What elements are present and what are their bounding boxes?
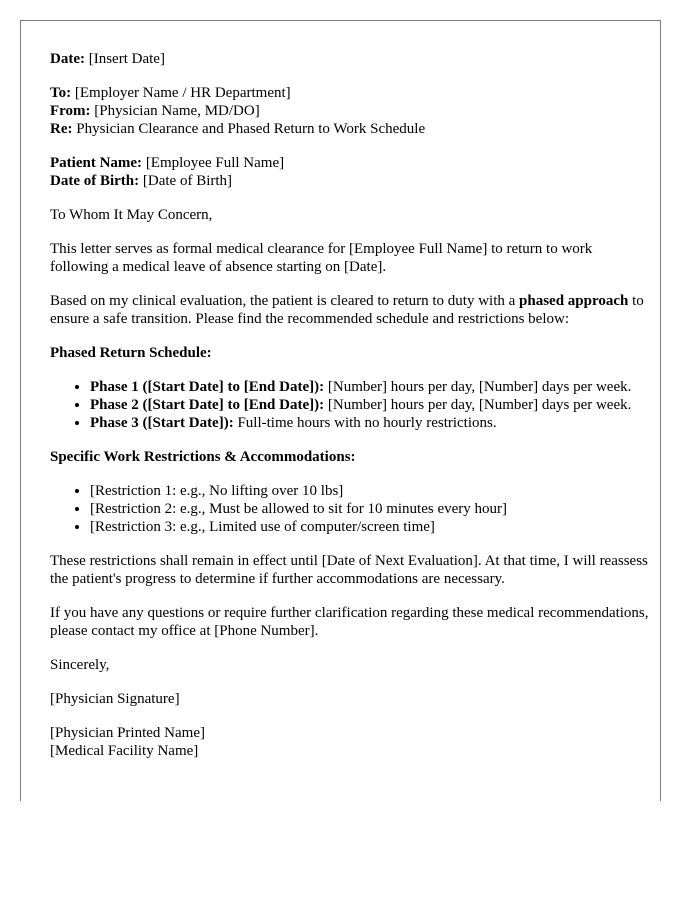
schedule-item-text: Full-time hours with no hourly restrictions. bbox=[233, 415, 497, 431]
patient-block bbox=[50, 154, 650, 190]
restriction-item: • [Restriction 1: e.g., No lifting over 10 lbs] bbox=[90, 482, 650, 500]
signoff: Sincerely, bbox=[50, 657, 110, 673]
dob-line bbox=[50, 172, 650, 190]
schedule-item-text: [Number] hours per day, [Number] days per week. bbox=[324, 397, 632, 413]
facility-name: [Medical Facility Name] bbox=[50, 743, 199, 759]
to-value: [Employer Name / HR Department] bbox=[74, 85, 291, 101]
date-line bbox=[50, 50, 650, 68]
address-block bbox=[50, 84, 650, 138]
contact-paragraph: If you have any questions or require further clarification regarding these medical recommendations, please contact my office at [Phone Number]. bbox=[50, 605, 649, 639]
schedule-item-label: Phase 3 ([Start Date]): bbox=[90, 415, 234, 431]
signature-block bbox=[50, 724, 650, 760]
printed-name: [Physician Printed Name] bbox=[50, 725, 205, 741]
restriction-item: • [Restriction 3: e.g., Limited use of computer/screen time] bbox=[90, 518, 650, 536]
dob-value: [Date of Birth] bbox=[142, 173, 233, 189]
from-label: From: bbox=[50, 103, 91, 119]
patient-name-value: [Employee Full Name] bbox=[145, 155, 285, 171]
date-label: Date: bbox=[50, 51, 85, 67]
patient-name-label: Patient Name: bbox=[50, 155, 143, 171]
schedule-item bbox=[90, 396, 650, 414]
restrictions-list bbox=[50, 482, 650, 536]
date-block bbox=[50, 50, 650, 68]
letter-content bbox=[50, 50, 650, 776]
dob-label: Date of Birth: bbox=[50, 173, 140, 189]
letter-page bbox=[20, 20, 661, 801]
schedule-list bbox=[50, 378, 650, 432]
evaluation-text-start: Based on my clinical evaluation, the patient is cleared to return to duty with a bbox=[50, 293, 520, 309]
schedule-item-text: [Number] hours per day, [Number] days per week. bbox=[324, 379, 632, 395]
schedule-item bbox=[90, 378, 650, 396]
schedule-heading: Phased Return Schedule: bbox=[50, 345, 212, 361]
restriction-item: • [Restriction 2: e.g., Must be allowed to sit for 10 minutes every hour] bbox=[90, 500, 650, 518]
schedule-item-label: Phase 2 ([Start Date] to [End Date]): bbox=[90, 397, 325, 413]
re-value: Physician Clearance and Phased Return to Work Schedule bbox=[76, 121, 426, 137]
to-line bbox=[50, 84, 650, 102]
duration-paragraph: These restrictions shall remain in effect until [Date of Next Evaluation]. At that time, I will reassess the patient's progress to determine if further accommodations are necessary. bbox=[50, 553, 648, 587]
signature-placeholder: [Physician Signature] bbox=[50, 691, 180, 707]
schedule-item bbox=[90, 414, 650, 432]
clearance-paragraph: This letter serves as formal medical clearance for [Employee Full Name] to return to work following a medical leave of absence starting on [Date]. bbox=[50, 241, 593, 275]
schedule-item-label: Phase 1 ([Start Date] to [End Date]): bbox=[90, 379, 325, 395]
from-value: [Physician Name, MD/DO] bbox=[94, 103, 260, 119]
to-label: To: bbox=[50, 85, 72, 101]
evaluation-paragraph bbox=[50, 292, 650, 328]
salutation: To Whom It May Concern, bbox=[50, 207, 213, 223]
evaluation-emphasis: phased approach bbox=[519, 293, 629, 309]
restrictions-heading: Specific Work Restrictions & Accommodations: bbox=[50, 449, 356, 465]
re-line bbox=[50, 120, 650, 138]
date-value: [Insert Date] bbox=[88, 51, 165, 67]
evaluation-text-end: to ensure a safe transition. Please find the recommended schedule and restrictions below: bbox=[50, 293, 644, 327]
re-label: Re: bbox=[50, 121, 73, 137]
patient-name-line bbox=[50, 154, 650, 172]
from-line bbox=[50, 102, 650, 120]
